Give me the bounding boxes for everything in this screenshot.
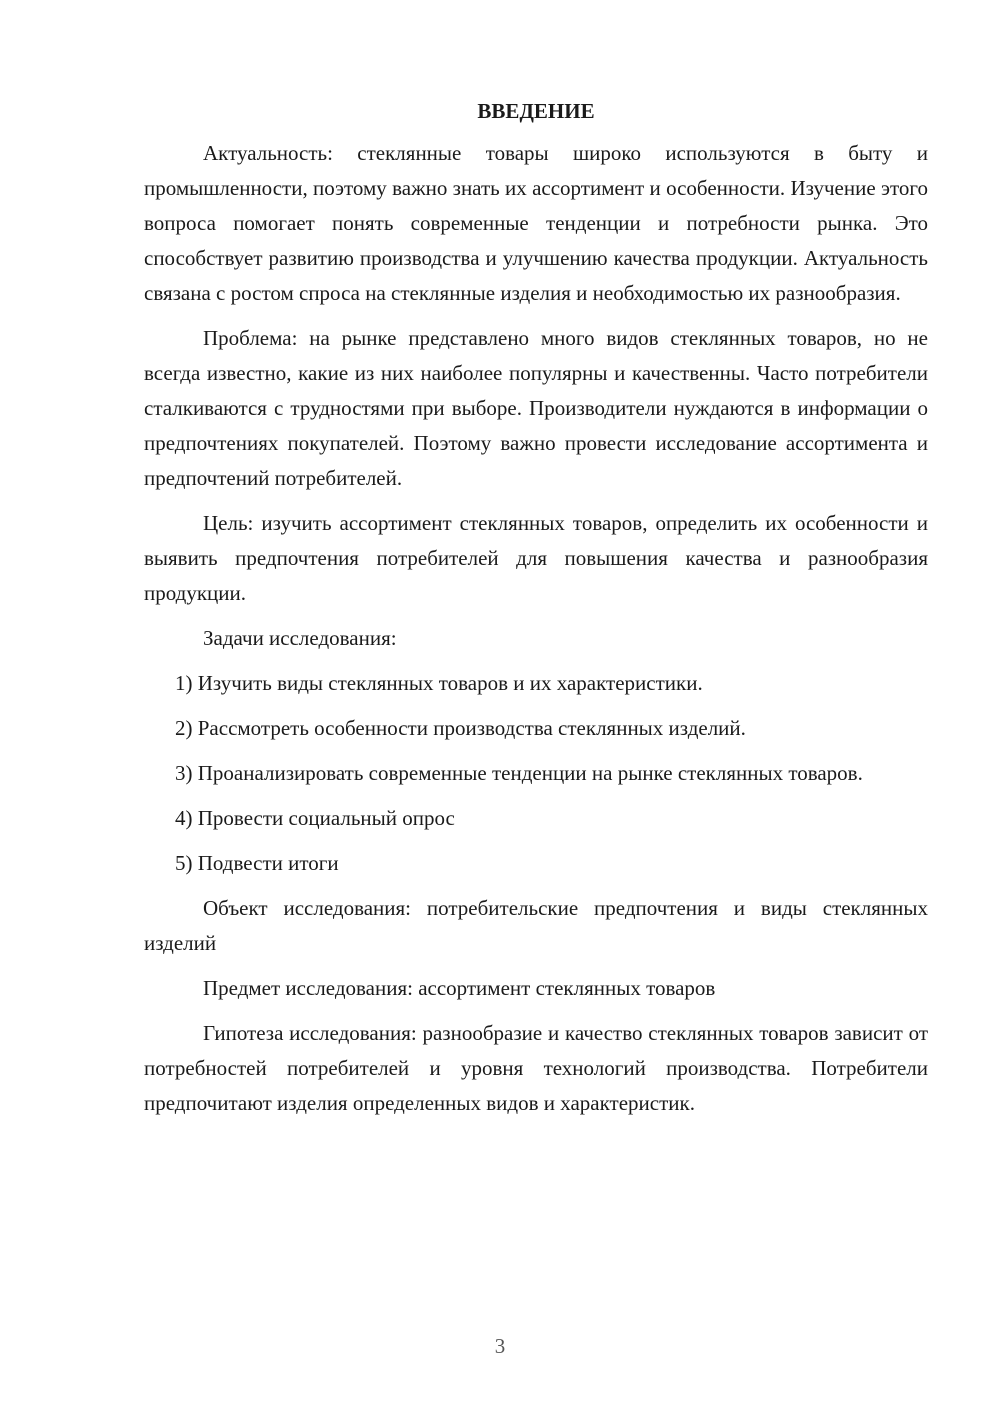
- paragraph-hypothesis: Гипотеза исследования: разнообразие и качество стеклянных товаров зависит от потребностей потребителей и уровня технологий производства. Потребители предпочитают изделия определенных видов и характеристик.: [144, 1021, 928, 1115]
- paragraph-object: Объект исследования: потребительские предпочтения и виды стеклянных изделий: [144, 896, 928, 955]
- task-item: 3) Проанализировать современные тенденции на рынке стеклянных товаров.: [175, 761, 863, 785]
- document-page: [144, 96, 928, 1131]
- task-item: 1) Изучить виды стеклянных товаров и их характеристики.: [175, 671, 703, 695]
- task-item: 5) Подвести итоги: [175, 851, 339, 875]
- task-item: 2) Рассмотреть особенности производства стеклянных изделий.: [175, 716, 746, 740]
- paragraph-goal: Цель: изучить ассортимент стеклянных товаров, определить их особенности и выявить предпочтения потребителей для повышения качества и разнообразия продукции.: [144, 511, 928, 605]
- task-item: 4) Провести социальный опрос: [175, 806, 455, 830]
- paragraph-relevance: Актуальность: стеклянные товары широко используются в быту и промышленности, поэтому важно знать их ассортимент и особенности. Изучение этого вопроса помогает понять современные тенденции и потребности рынка. Это способствует развитию производства и улучшению качества продукции. Актуальность связана с ростом спроса на стеклянные изделия и необходимостью их разнообразия.: [144, 141, 928, 305]
- page-title: ВВЕДЕНИЕ: [477, 99, 595, 123]
- paragraph-subject: Предмет исследования: ассортимент стеклянных товаров: [203, 976, 716, 1000]
- paragraph-problem: Проблема: на рынке представлено много видов стеклянных товаров, но не всегда известно, какие из них наиболее популярны и качественны. Часто потребители сталкиваются с трудностями при выборе. Производители нуждаются в информации о предпочтениях покупателей. Поэтому важно провести исследование ассортимента и предпочтений потребителей.: [144, 326, 928, 490]
- tasks-heading: Задачи исследования:: [203, 626, 397, 650]
- page-number: 3: [494, 1334, 506, 1358]
